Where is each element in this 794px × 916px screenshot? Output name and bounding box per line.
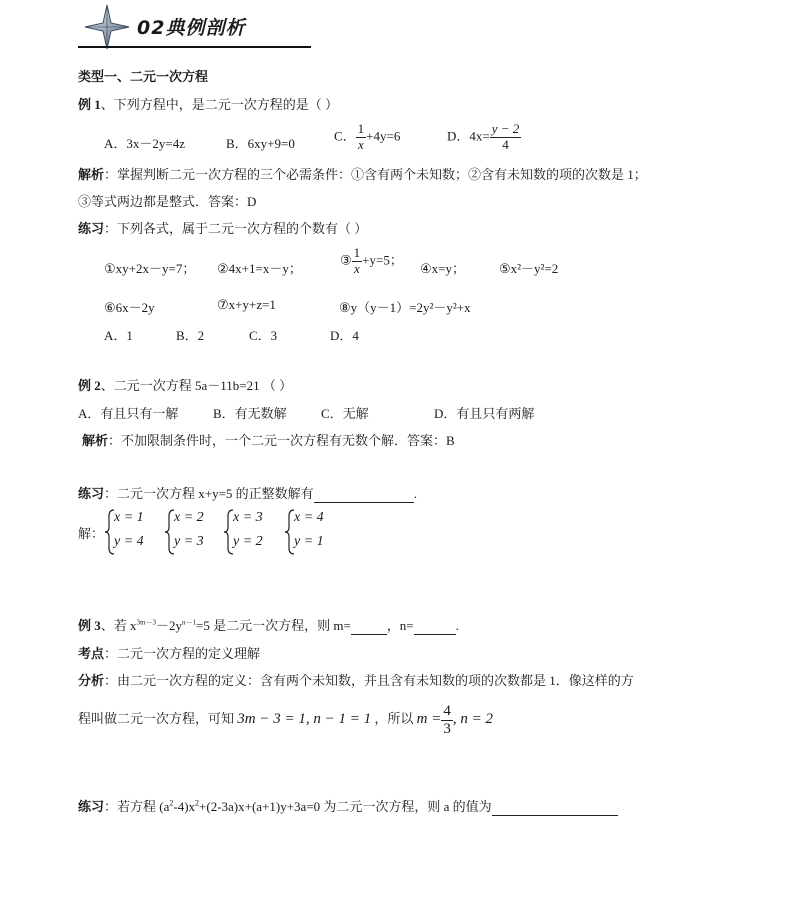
example-1-analysis-line-1: 解析：掌握判断二元一次方程的三个必需条件：①含有两个未知数；②含有未知数的项的次数是 1；: [78, 167, 647, 182]
example-2-option-c: C．无解: [321, 406, 369, 421]
practice-1-item-6: ⑥6x－2y: [104, 300, 155, 315]
solution-system-1: x = 1 y = 4: [104, 508, 164, 556]
practice-1-item-5: ⑤x²－y²=2: [499, 261, 559, 276]
example-1-option-a: A．3x－2y=4z: [104, 136, 185, 151]
practice-2-question: 练习：二元一次方程 x+y=5 的正整数解有 .: [78, 486, 417, 501]
practice-1-item-1: ①xy+2x－y=7；: [104, 261, 196, 276]
example-2-analysis: 解析：不加限制条件时，一个二元一次方程有无数个解．答案：B: [82, 433, 455, 448]
example-3-question: 例 3、若 $x^{3m-3}-2y^{n-1}=5$ 是二元一次方程，则 m= ，n= .: [78, 618, 459, 633]
n-answer-blank[interactable]: [414, 618, 456, 635]
example-1-question: 例 1、下列方程中，是二元一次方程的是（ ）: [78, 97, 339, 112]
fraction-1-over-x: $\frac{1}{x}$: [357, 121, 365, 152]
example-3-kaodian: 考点：二元一次方程的定义理解: [78, 646, 261, 661]
practice-1-question: 练习：下列各式，属于二元一次方程的个数有（ ）: [78, 221, 368, 236]
fraction-4-over-3: $\frac{4}{3}$: [443, 703, 451, 737]
example-2-option-d: D．有且只有两解: [434, 406, 535, 421]
solution-system-4: x = 4 y = 1: [284, 508, 344, 556]
solution-system-2: x = 2 y = 3: [164, 508, 224, 556]
example-1-label: 例 1: [78, 97, 101, 112]
fraction-y-minus-2-over-4: $\frac{y - 2}{4}$: [491, 121, 520, 152]
type-title: 类型一、二元一次方程: [78, 69, 209, 84]
header-rule: [78, 46, 311, 48]
header-star-icon: [84, 4, 130, 50]
practice-1-option-c: C．3: [249, 328, 278, 343]
practice-1-item-7: ⑦x+y+z=1: [217, 297, 276, 312]
solution-system-3: x = 3 y = 2: [223, 508, 283, 556]
example-2-option-b: B．有无数解: [213, 406, 287, 421]
example-1-analysis-line-2: ③等式两边都是整式．答案：D: [78, 194, 257, 209]
example-1-option-d: D．4x= $\frac{y - 2}{4}$: [447, 121, 520, 152]
math-expression-1: 3m − 3 = 1, n − 1 = 1: [237, 711, 372, 727]
a-answer-blank[interactable]: [492, 799, 618, 816]
example-2-option-a: A．有且只有一解: [78, 406, 179, 421]
example-3-fenxi-line-2: 程叫做二元一次方程，可知 3m − 3 = 1, n − 1 = 1 ，所以 m = $\frac{4}{3}$ , n = 2: [78, 703, 493, 737]
example-1-option-c: C． $\frac{1}{x}$ +4y=6: [334, 121, 401, 152]
example-1-option-b: B．6xy+9=0: [226, 136, 295, 151]
math-expression-2: m =: [416, 711, 442, 727]
practice-1-option-a: A．1: [104, 328, 133, 343]
practice-1-item-3: ③ $\frac{1}{x}$ +y=5；: [340, 245, 403, 276]
practice-1-item-2: ②4x+1=x－y；: [217, 261, 302, 276]
answer-blank[interactable]: [314, 486, 414, 503]
practice-1-option-d: D．4: [330, 328, 359, 343]
header-title: 02典例剖析: [137, 17, 246, 39]
fraction-1-over-x-2: $\frac{1}{x}$: [353, 245, 361, 276]
practice-1-option-b: B．2: [176, 328, 205, 343]
practice-1-item-8: ⑧y（y－1）=2y²－y²+x: [339, 300, 471, 315]
example-2-question: 例 2、二元一次方程 5a－11b=21 （ ）: [78, 378, 293, 393]
example-3-fenxi-line-1: 分析：由二元一次方程的定义：含有两个未知数，并且含有未知数的项的次数都是 1．像这样的方: [78, 673, 634, 688]
m-answer-blank[interactable]: [351, 618, 387, 635]
practice-1-item-4: ④x=y；: [420, 261, 465, 276]
practice-2-solution-label: 解：: [78, 526, 105, 541]
practice-3-question: 练习：若方程 $(a^2-4)x^2+(2-3a)x+(a+1)y+3a=0$ 为二元一次方程，则 a 的值为: [78, 796, 618, 816]
